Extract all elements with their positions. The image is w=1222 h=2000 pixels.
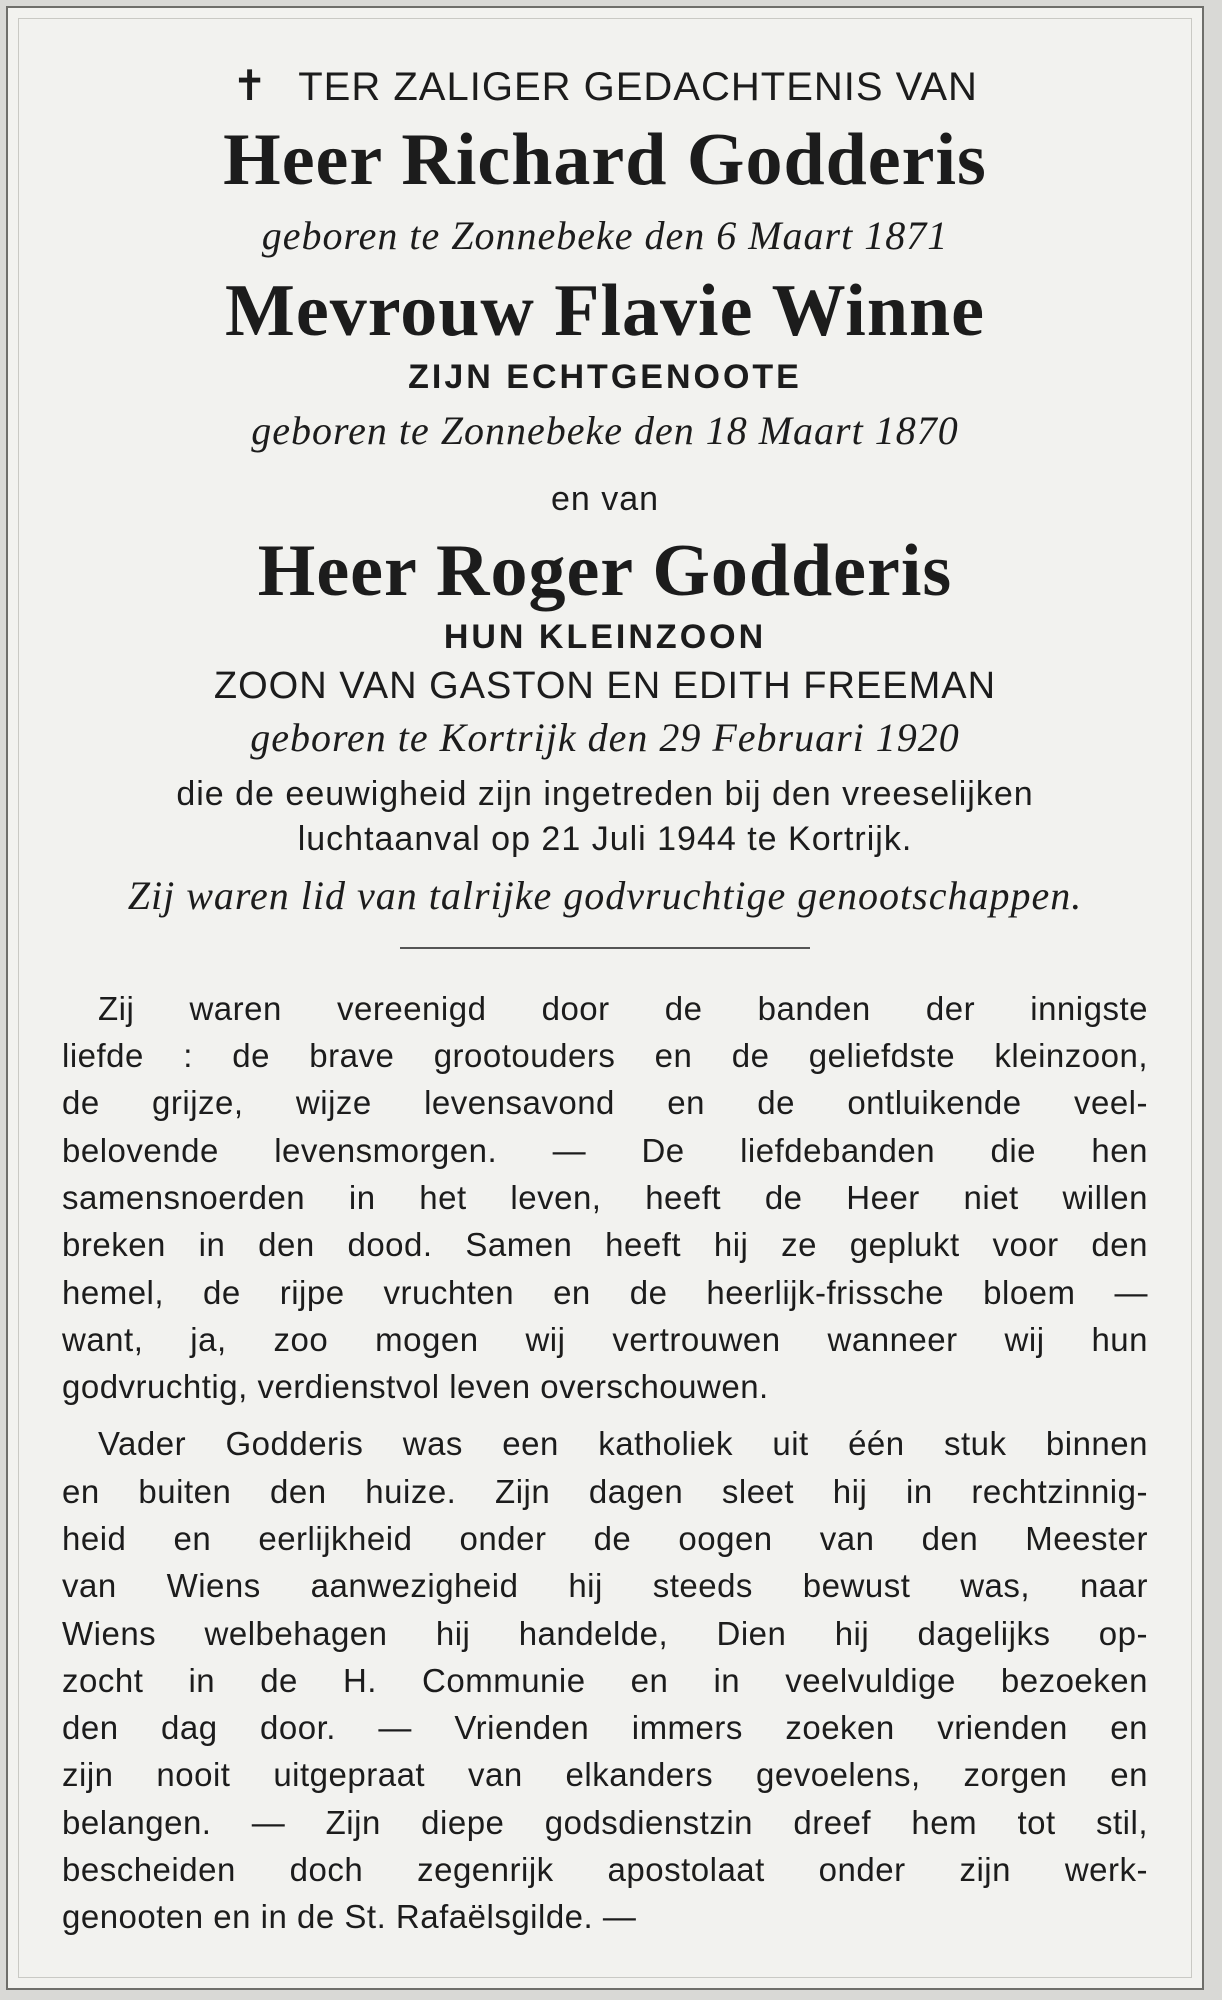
- paragraph-1-line: hemel, de rijpe vruchten en de heerlijk-frissche bloem —: [62, 1273, 1148, 1311]
- paragraph-1-line: breken in den dood. Samen heeft hij ze geplukt voor den: [62, 1226, 1148, 1264]
- paragraph-gap: [62, 1410, 1148, 1420]
- death-line-2: luchtaanval op 21 Juli 1944 te Kortrijk.: [297, 819, 913, 858]
- person3-name: Heer Roger Godderis: [257, 529, 953, 612]
- paragraph-2-line: en buiten den huize. Zijn dagen sleet hij in rechtzinnig-: [62, 1472, 1148, 1510]
- paragraph-1-line: godvruchtig, verdienstvol leven overschouwen.: [62, 1368, 769, 1406]
- paragraph-2: [62, 1420, 1148, 1940]
- paragraph-2-line: zocht in de H. Communie en in veelvuldige bezoeken: [62, 1661, 1148, 1699]
- person2-name: Mevrouw Flavie Winne: [225, 270, 985, 353]
- death-line-1: die de eeuwigheid zijn ingetreden bij den vreeselijken: [176, 774, 1034, 813]
- person1-birth: geboren te Zonnebeke den 6 Maart 1871: [261, 213, 949, 259]
- intro-line: [62, 62, 1148, 110]
- paragraph-1: [62, 985, 1148, 1411]
- card-content: [62, 48, 1148, 1941]
- paragraph-2-line: Vader Godderis was een katholiek uit één stuk binnen: [98, 1425, 1148, 1463]
- person2-birth: geboren te Zonnebeke den 18 Maart 1870: [251, 407, 959, 453]
- paragraph-2-line: zijn nooit uitgepraat van elkanders gevoelens, zorgen en: [62, 1756, 1148, 1794]
- divider-line: [400, 947, 810, 949]
- intro-text: TER ZALIGER GEDACHTENIS VAN: [298, 65, 978, 109]
- person1-name: Heer Richard Godderis: [223, 119, 987, 202]
- person2-relation: ZIJN ECHTGENOOTE: [408, 358, 802, 397]
- membership-text: Zij waren lid van talrijke godvruchtige genootschappen.: [127, 872, 1083, 918]
- memorial-card: [6, 6, 1204, 1990]
- paragraph-2-line: van Wiens aanwezigheid hij steeds bewust was, naar: [62, 1567, 1148, 1605]
- paragraph-2-line: heid en eerlijkheid onder de oogen van den Meester: [62, 1520, 1148, 1557]
- paragraph-2-line: den dag door. — Vrienden immers zoeken vrienden en: [62, 1709, 1148, 1747]
- paragraph-1-line: want, ja, zoo mogen wij vertrouwen wanneer wij hun: [62, 1320, 1148, 1358]
- paragraph-1-line: Zij waren vereenigd door de banden der innigste: [98, 989, 1148, 1027]
- paragraph-1-line: de grijze, wijze levensavond en de ontluikende veel-: [62, 1084, 1148, 1122]
- person3-birth: geboren te Kortrijk den 29 Februari 1920: [250, 714, 960, 760]
- paragraph-1-line: samensnoerden in het leven, heeft de Heer niet willen: [62, 1178, 1148, 1216]
- person3-parents: ZOON VAN GASTON EN EDITH FREEMAN: [213, 664, 997, 707]
- paragraph-1-line: liefde : de brave grootouders en de geliefdste kleinzoon,: [62, 1037, 1148, 1075]
- cross-icon: ✝: [232, 62, 269, 109]
- paragraph-1-line: belovende levensmorgen. — De liefdebanden die hen: [62, 1131, 1148, 1169]
- paragraph-2-line: genooten en in de St. Rafaëlsgilde. —: [62, 1898, 637, 1936]
- paragraph-2-line: belangen. — Zijn diepe godsdienstzin dreef hem tot stil,: [62, 1803, 1148, 1841]
- paragraph-2-line: Wiens welbehagen hij handelde, Dien hij dagelijks op-: [62, 1614, 1148, 1652]
- connector-text: en van: [550, 479, 660, 518]
- paragraph-2-line: bescheiden doch zegenrijk apostolaat onder zijn werk-: [62, 1851, 1148, 1889]
- person3-relation: HUN KLEINZOON: [443, 617, 767, 656]
